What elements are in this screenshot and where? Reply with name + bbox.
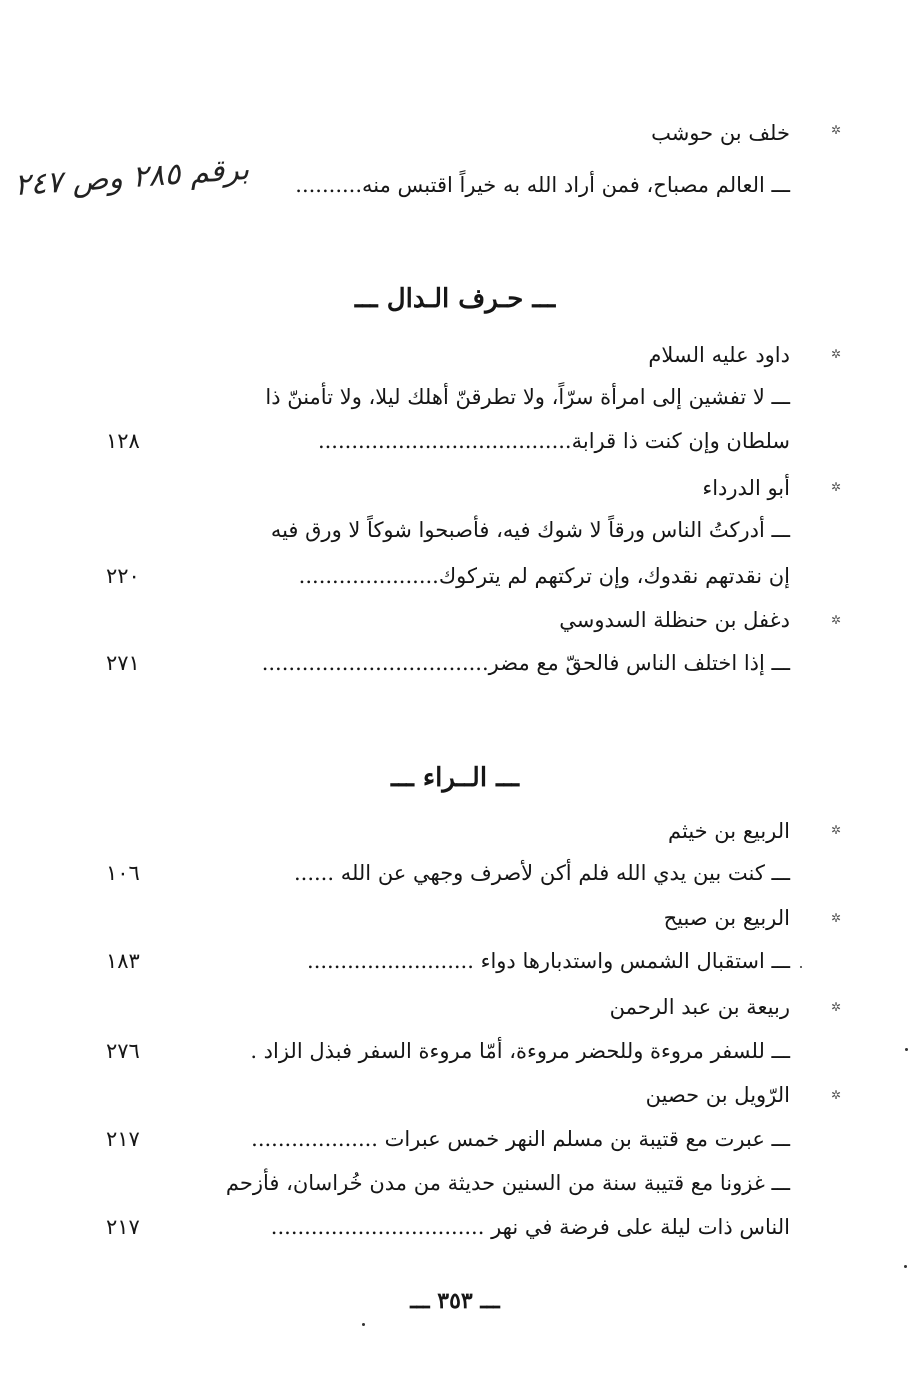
entry-quote: ـــ العالم مصباح، فمن أراد الله به خيراً اقتبس منه.......... [295,173,790,197]
scan-speck [800,966,802,968]
page-reference: ٢١٧ [106,1127,140,1151]
entry-name: أبو الدرداء [702,476,790,500]
page-number: ـــ ٣٥٣ ـــ [410,1288,500,1314]
page-reference: ١٨٣ [106,949,140,973]
scan-speck [362,1323,365,1326]
entry-quote: ـــ إذا اختلف الناس فالحقّ مع مضر.................................. [261,651,790,675]
scan-speck [905,1048,908,1051]
page-reference: ١٠٦ [106,861,140,885]
entry-quote: إن نقدتهم نقدوك، وإن تركتهم لم يتركوك..................... [298,564,790,588]
asterisk-icon: ✲ [830,347,842,361]
entry-name: داود عليه السلام [648,343,790,367]
asterisk-icon: ✲ [830,480,842,494]
asterisk-icon: ✲ [830,123,842,137]
entry-quote: ـــ أدركتُ الناس ورقاً لا شوك فيه، فأصبحوا شوكاً لا ورق فيه [270,518,790,542]
page-reference: ٢٢٠ [106,564,140,588]
page-reference: ٢١٧ [106,1215,140,1239]
entry-quote: الناس ذات ليلة على فرضة في نهر ................................ [270,1215,790,1239]
entry-quote: ـــ استقبال الشمس واستدبارها دواء ......................... [307,949,790,973]
entry-quote: ـــ غزونا مع قتيبة سنة من السنين حديثة من مدن خُراسان، فأزحم [225,1171,790,1195]
page-reference: ٢٧١ [106,651,140,675]
entry-name: الربيع بن خيثم [668,819,790,843]
handwritten-note: برقم ٢٨٥ وص ٢٤٧ [13,151,251,204]
entry-quote: ـــ عبرت مع قتيبة بن مسلم النهر خمس عبرات ................... [251,1127,790,1151]
entry-name: خلف بن حوشب [651,121,790,145]
entry-quote: ـــ لا تفشين إلى امرأة سرّاً، ولا تطرقنّ أهلك ليلا، ولا تأمننّ ذا [265,385,790,409]
entry-quote: ـــ للسفر مروءة وللحضر مروءة، أمّا مروءة السفر فبذل الزاد . [250,1039,790,1063]
asterisk-icon: ✲ [830,1000,842,1014]
scan-speck [904,1265,907,1268]
entry-quote: سلطان وإن كنت ذا قرابة...................................... [317,429,790,453]
asterisk-icon: ✲ [830,613,842,627]
entry-name: دغفل بن حنظلة السدوسي [559,608,790,632]
entry-name: ربيعة بن عبد الرحمن [609,995,790,1019]
page-reference: ١٢٨ [106,429,140,453]
section-heading-ra: ـــ الــراء ـــ [391,763,519,793]
entry-quote: ـــ كنت بين يدي الله فلم أكن لأصرف وجهي عن الله ...... [293,861,790,885]
section-heading-dal: ـــ حـرف الـدال ـــ [354,284,556,314]
asterisk-icon: ✲ [830,823,842,837]
entry-name: الرّويل بن حصين [645,1083,790,1107]
entry-name: الربيع بن صبيح [663,906,790,930]
page-reference: ٢٧٦ [106,1039,140,1063]
asterisk-icon: ✲ [830,911,842,925]
asterisk-icon: ✲ [830,1088,842,1102]
